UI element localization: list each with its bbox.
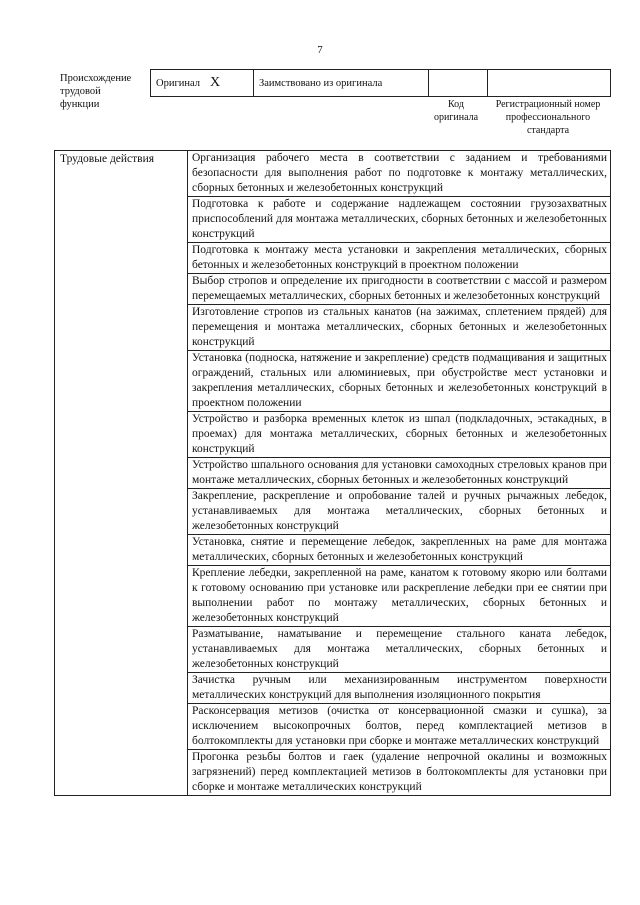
reg-number-caption: Регистрационный номер профессионального стандарта [495, 99, 601, 136]
borrowed-label: Заимствовано из оригинала [259, 77, 383, 89]
labor-action-item: Изготовление стропов из стальных канатов (на зажимах, сплетением прядей) для перемещения и монтажа металлических, сборных бетонных и железобетонных конструкций [188, 305, 611, 351]
labor-action-item: Расконсервация метизов (очистка от консервационной смазки и сушка), за исключением высокопрочных болтов, перед комплектацией метизов в болтокомплекты для установки при сборке и монтаже металлических конструкций [188, 704, 611, 750]
labor-action-item: Устройство и разборка временных клеток из шпал (подкладочных, эстакадных, в проемах) для монтажа металлических, сборных бетонных и железобетонных конструкций [188, 412, 611, 458]
origin-label [60, 72, 140, 111]
labor-action-item: Подготовка к монтажу места установки и закрепления металлических, сборных бетонных и железобетонных конструкций в проектном положении [188, 243, 611, 274]
code-cell [429, 70, 488, 97]
labor-action-item: Зачистка ручным или механизированным инструментом поверхности металлических конструкций для выполнения изоляционного покрытия [188, 673, 611, 704]
labor-action-item: Выбор стропов и определение их пригодности в соответствии с массой и размером перемещаемых металлических, сборных бетонных и железобетонных конструкций [188, 274, 611, 305]
origin-table [150, 69, 611, 97]
borrowed-cell [254, 70, 429, 97]
original-mark: X [210, 75, 221, 90]
reg-number-cell [488, 70, 611, 97]
origin-label-text: Происхождение трудовой функции [60, 73, 132, 110]
labor-action-item: Установка (подноска, натяжение и закрепление) средств подмащивания и защитных ограждений, стальных или алюминиевых, при обустройстве мест установки и закрепления металлических, сборных бетонных и железобетонных конструкций в проектном положении [188, 351, 611, 412]
labor-action-item: Крепление лебедки, закрепленной на раме, канатом к готовому якорю или болтами к готовому основанию при установке или раскрепление лебедки при ее снятии при выполнении работ по монтажу металлических, сборных бетонных и железобетонных конструкций [188, 566, 611, 627]
labor-action-item: Разматывание, наматывание и перемещение стального каната лебедок, устанавливаемых для монтажа металлических, сборных бетонных и железобетонных конструкций [188, 627, 611, 673]
page-number: 7 [317, 44, 323, 56]
labor-action-item: Прогонка резьбы болтов и гаек (удаление непрочной окалины и возможных загрязнений) перед комплектацией метизов в болтокомплекты для установки при сборке и монтаже металлических конструкций [188, 750, 611, 796]
labor-action-item: Устройство шпального основания для установки самоходных стреловых кранов при монтаже металлических, сборных бетонных и железобетонных конструкций [188, 458, 611, 489]
original-label: Оригинал [156, 78, 200, 89]
table-row [55, 151, 611, 197]
labor-actions-body [55, 151, 611, 796]
labor-actions-table [54, 150, 611, 796]
labor-action-item: Установка, снятие и перемещение лебедок, закрепленных на раме для монтажа металлических, сборных бетонных и железобетонных конструкций [188, 535, 611, 566]
labor-action-item: Подготовка к работе и содержание надлежащем состоянии грузозахватных приспособлений для монтажа металлических, сборных бетонных и железобетонных конструкций [188, 197, 611, 243]
labor-actions-header-text: Трудовые действия [60, 153, 155, 165]
original-cell [151, 70, 254, 97]
code-caption: Код оригинала [433, 99, 479, 123]
labor-action-item: Организация рабочего места в соответствии с заданием и требованиями безопасности для выполнения работ по подготовке к монтажу металлических, сборных бетонных и железобетонных конструкций [188, 151, 611, 197]
labor-action-item: Закрепление, раскрепление и опробование талей и ручных рычажных лебедок, устанавливаемых для монтажа металлических, сборных бетонных и железобетонных конструкций [188, 489, 611, 535]
labor-actions-header [55, 151, 188, 796]
